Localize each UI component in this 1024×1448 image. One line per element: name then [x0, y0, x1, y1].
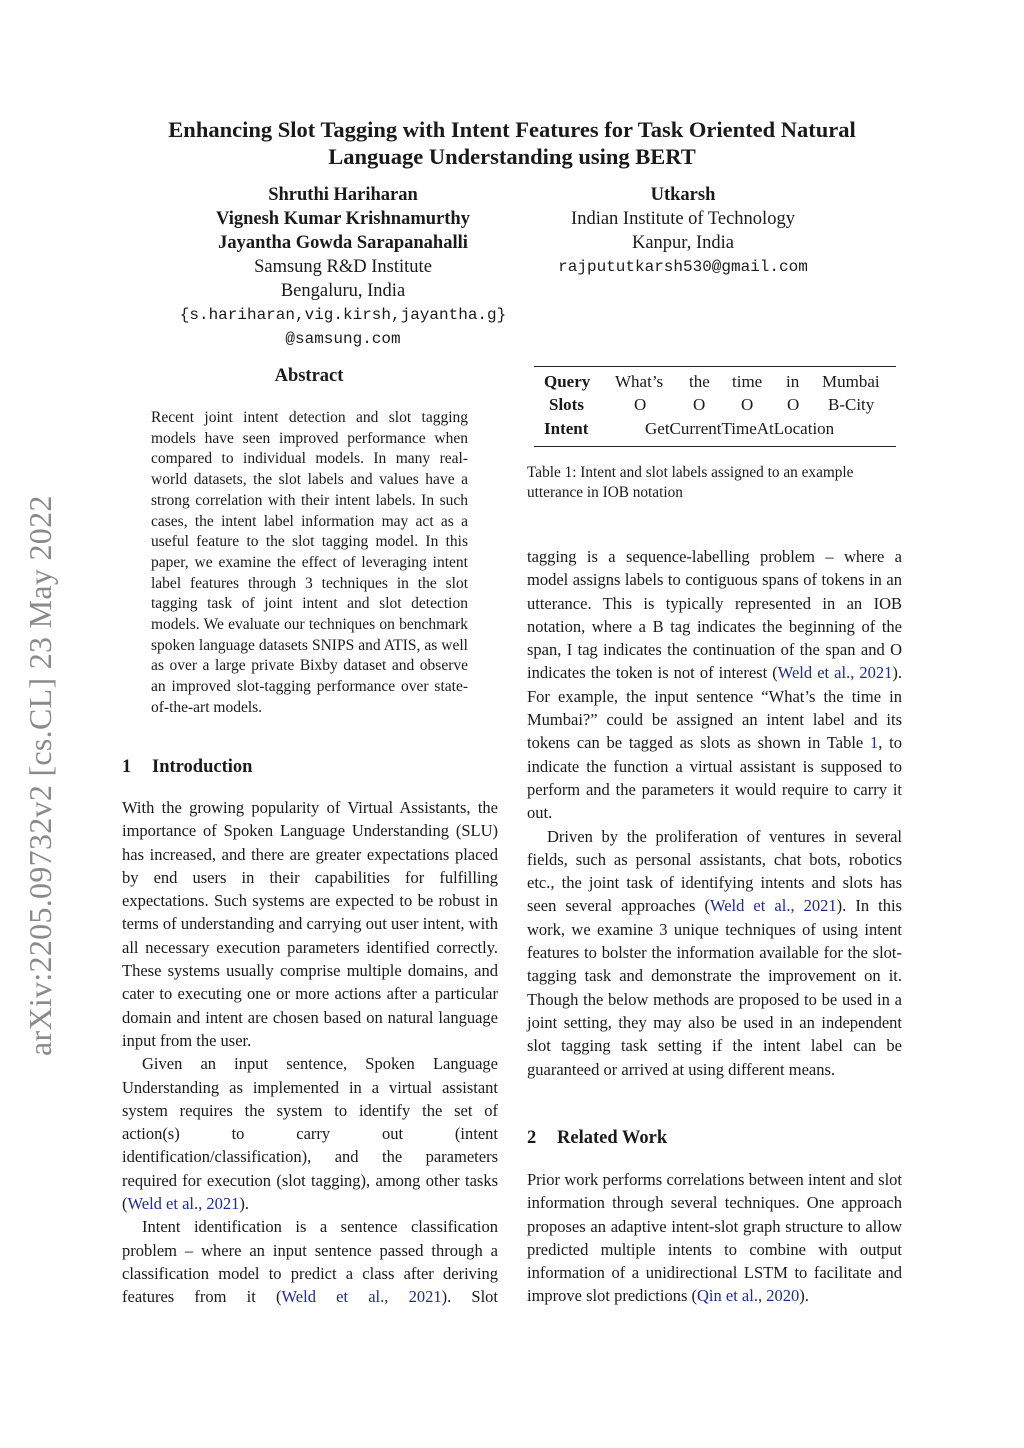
section-title: Related Work — [557, 1128, 668, 1148]
paragraph-text: Prior work performs correlations between intent and slot information through several techniques. One approach proposes an adaptive intent-slot graph structure to allow predicted multiple intents to combine with output information of a unidirectional LSTM to facilitate and improve slot predictions ( — [527, 1170, 902, 1306]
author-name: Utkarsh — [650, 185, 716, 205]
intro-paragraph-1: With the growing popularity of Virtual Assistants, the importance of Spoken Language Understanding (SLU) has increased, and there are greater expectations placed by end users in their capabilities for fulfilling expectations. Such systems are expected to be robust in terms of understanding and carrying out user intent, with all necessary execution parameters identified correctly. These systems usually comprise multiple domains, and cater to executing one or more actions after a particular domain and intent are chosen based on natural language input from the user. — [122, 798, 498, 1050]
right-paragraph-1 — [527, 545, 902, 825]
table-cell: Mumbai — [822, 372, 880, 391]
author-affiliation: Samsung R&D Institute — [254, 257, 432, 277]
section-title: Introduction — [152, 757, 253, 777]
section-number: 2 — [527, 1128, 537, 1148]
author-email: {s.hariharan,vig.kirsh,jayantha.g} — [179, 306, 507, 324]
right-column-body — [527, 545, 902, 1081]
table-reference-link[interactable]: 1 — [870, 733, 879, 753]
table-caption: Table 1: Intent and slot labels assigned to an example utterance in IOB notation — [527, 464, 854, 501]
author-email: @samsung.com — [285, 330, 401, 348]
paragraph-text: Given an input sentence, Spoken Language Understanding as implemented in a virtual assistant system requires the system to identify the set of action(s) to carry out (intent identification/classification), and the parameters required for execution (slot tagging), among other tasks ( — [122, 1054, 498, 1214]
author-name: Shruthi Hariharan — [268, 185, 418, 205]
author-name: Jayantha Gowda Sarapanahalli — [218, 233, 468, 253]
citation-link[interactable]: Weld et al., 2021 — [709, 896, 837, 916]
table-rule — [534, 446, 896, 447]
paragraph-text: , to indicate the function a virtual assistant is supposed to perform and the parameters it would require to carry it out. — [527, 733, 902, 823]
section-number: 1 — [122, 757, 132, 777]
paragraph-text: tagging is a sequence-labelling problem – where a model assigns labels to contiguous spans of tokens in an utterance. This is typically represented in an IOB notation, where a B tag indicates the beginning of the span, I tag indicates the continuation of the span and O indicates the token is not of interest ( — [527, 547, 902, 683]
table-cell: GetCurrentTimeAtLocation — [645, 419, 835, 438]
paper-title — [100, 116, 924, 170]
paragraph-text: ). In this work, we examine 3 unique techniques of using intent features to bolster the information available for the slot-tagging task and demonstrate the improvement on it. Though the below methods are proposed to be used in a joint setting, they may also be used in an independent slot tagging task setting if the intent label can be guaranteed or arrived at using different means. — [527, 896, 902, 1079]
author-location: Bengaluru, India — [280, 281, 406, 301]
citation-link[interactable]: Weld et al., 2021 — [777, 663, 893, 683]
table-cell: O — [787, 395, 800, 414]
author-location: Kanpur, India — [631, 233, 734, 253]
table-cell: B-City — [828, 395, 875, 414]
title-line-1: Enhancing Slot Tagging with Intent Features for Task Oriented Natural — [168, 117, 856, 142]
section-heading-introduction — [122, 757, 252, 778]
author-affiliation: Indian Institute of Technology — [571, 209, 795, 229]
paragraph-text: Driven by the proliferation of ventures in several fields, such as personal assistants, chat bots, robotics etc., the joint task of identifying intents and slots has seen several approaches ( — [527, 826, 902, 916]
table-rule — [534, 366, 896, 367]
table-row-label: Intent — [544, 419, 589, 438]
paragraph-text: ). Slot — [441, 1287, 499, 1307]
author-block-right — [530, 183, 836, 279]
abstract-heading: Abstract — [274, 366, 344, 386]
citation-link[interactable]: Weld et al., 2021 — [281, 1287, 442, 1307]
related-work-body — [527, 1168, 902, 1308]
related-work-paragraph-1 — [527, 1168, 902, 1308]
paragraph-text: Intent identification is a sentence classification problem – where an input sentence passed through a classification model to predict a class after deriving features from it ( — [122, 1217, 498, 1307]
table-row-label: Slots — [549, 395, 584, 414]
citation-link[interactable]: Weld et al., 2021 — [127, 1194, 240, 1214]
author-email: rajpututkarsh530@gmail.com — [558, 258, 808, 276]
table-cell: What’s — [615, 372, 664, 391]
paragraph-text: ). — [799, 1286, 809, 1306]
table-cell: O — [693, 395, 706, 414]
table-cell: the — [689, 372, 710, 391]
arxiv-stamp: arXiv:2205.09732v2 [cs.CL] 23 May 2022 — [22, 495, 58, 1056]
table-cell: in — [786, 372, 800, 391]
section-heading-related-work — [527, 1128, 667, 1149]
left-column-body — [122, 796, 498, 1309]
table-cell: time — [732, 372, 763, 391]
table-cell: O — [741, 395, 754, 414]
author-block-left — [160, 183, 526, 351]
table-row-label: Query — [544, 372, 591, 391]
paragraph-text: ). For example, the input sentence “What’s the time in Mumbai?” could be assigned an intent label and its tokens can be tagged as slots as shown in Table — [527, 663, 902, 753]
author-name: Vignesh Kumar Krishnamurthy — [216, 209, 470, 229]
table-cell: O — [634, 395, 647, 414]
right-paragraph-2 — [527, 825, 902, 1081]
intro-paragraph-2 — [122, 1052, 498, 1215]
abstract-text: Recent joint intent detection and slot tagging models have seen improved performance when compared to individual models. In many real-world datasets, the slot labels and values have a strong correlation with their intent labels. In such cases, the intent label information may act as a useful feature to the slot tagging model. In this paper, we examine the effect of leveraging intent label features through 3 techniques in the slot tagging task of joint intent and slot detection models. We evaluate our techniques on benchmark spoken language datasets SNIPS and ATIS, as well as over a large private Bixby dataset and observe an improved slot-tagging performance over state-of-the-art models. — [151, 409, 468, 716]
paragraph-text: ). — [239, 1194, 249, 1214]
citation-link[interactable]: Qin et al., 2020 — [697, 1286, 800, 1306]
title-line-2: Language Understanding using BERT — [328, 144, 696, 169]
intro-paragraph-3 — [122, 1215, 498, 1308]
